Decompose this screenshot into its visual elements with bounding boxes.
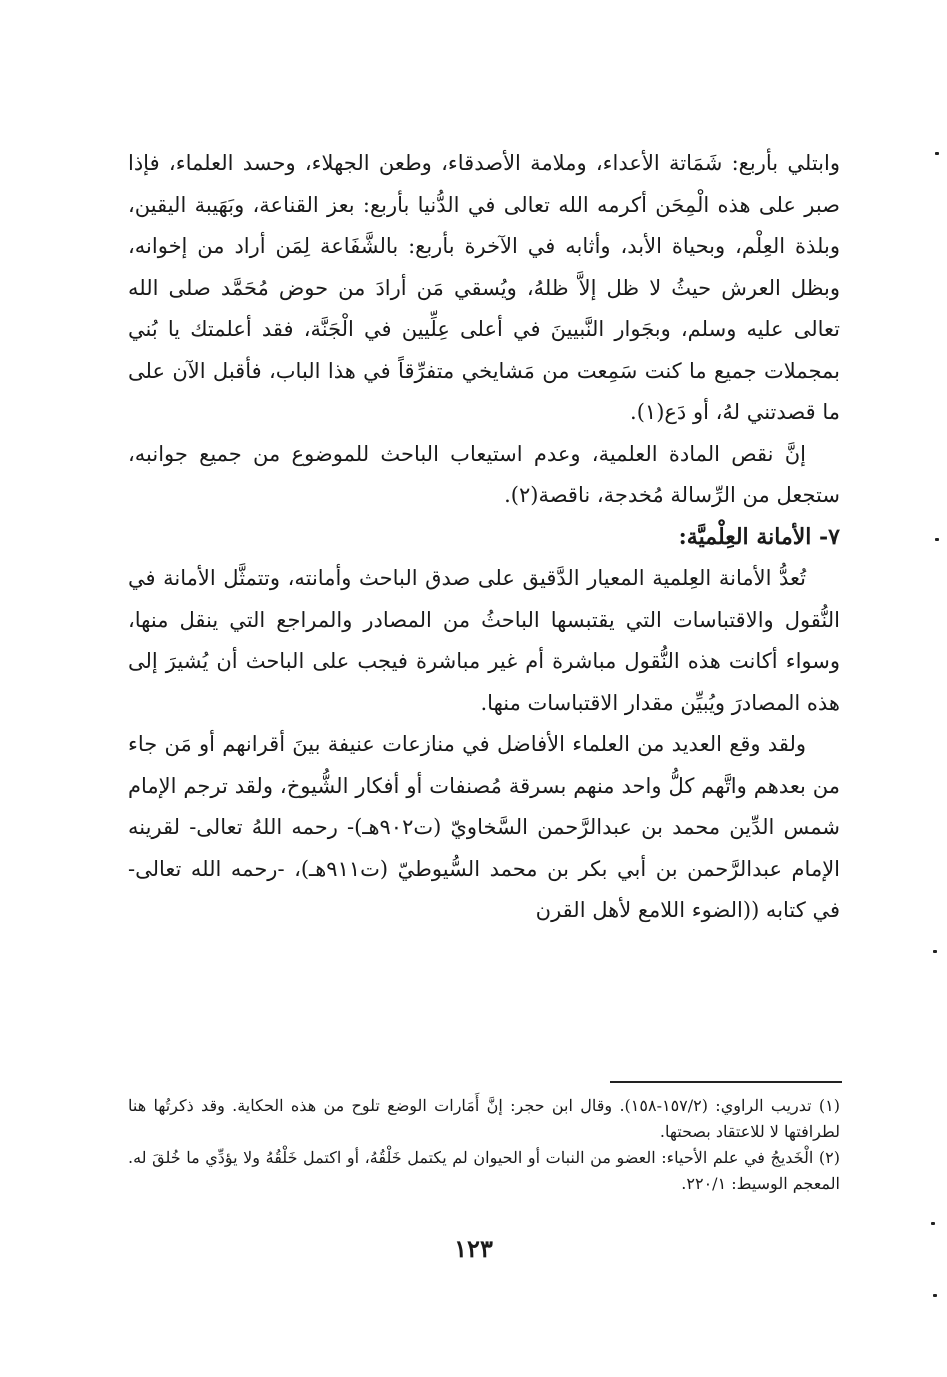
- footnote-1: (١) تدريب الراوي: (١٥٧/٢-١٥٨). وقال ابن حجر: إنَّ أَمَارات الوضع تلوح من هذه الحكاية. وقد ذكرتُها هنا لطرافتها لا للاعتقاد بصحتها.: [128, 1096, 840, 1141]
- paragraph-4: ولقد وقع العديد من العلماء الأفاضل في منازعات عنيفة بينَ أقرانهم أو مَن جاء من بعدهم واتَّهم كلُّ واحد منهم بسرقة مُصنفات أو أفكار الشُّيوخ، ولقد ترجم الإمام شمس الدِّين محمد بن عبدالرَّحمن السَّخاويّ (ت٩٠٢هـ)- رحمه اللهُ تعالى- لقرينه الإمام عبدالرَّحمن بن أبي بكر بن محمد السُّيوطيّ (ت٩١١هـ)، -رحمه الله تعالى- في كتابه ((الضوء اللامع لأهل القرن: [128, 732, 841, 922]
- footnote-2: (٢) الْخَديجُ في علم الأحياء: العضو من النبات أو الحيوان لم يكتمل خَلْقُهُ، أو اكتمل خَلْقُهُ ولا يؤدِّي ما خُلقَ له. المعجم الوسيط: ٢٢٠/١.: [128, 1148, 840, 1193]
- section-heading: ٧- الأمانة العِلْميَّة:: [678, 523, 840, 550]
- paragraph-3: تُعدُّ الأمانة العِلمية المعيار الدَّقيق على صدق الباحث وأمانته، وتتمثَّل الأمانة في النُّقول والاقتباسات التي يقتبسها الباحثُ من المصادر والمراجع التي ينقل منها، وسواء أكانت هذه النُّقول مباشرة أم غير مباشرة فيجب على الباحث أن يُشيرَ إلى هذه المصادرَ ويُبيِّن مقدار الاقتباسات منها.: [128, 566, 840, 715]
- page-number: ١٢٣: [454, 1234, 493, 1263]
- footnotes: [128, 1093, 840, 1197]
- scan-mark: [935, 152, 939, 155]
- scan-mark: [935, 538, 939, 541]
- main-text: [128, 143, 840, 932]
- paragraph-1: وابتلي بأربع: شَمَاتة الأعداء، وملامة الأصدقاء، وطعن الجهلاء، وحسد العلماء، فإذا صبر على هذه الْمِحَن أكرمه الله تعالى في الدُّنيا بأربع: بعز القناعة، وبَهَيبة اليقين، وبلذة العِلْم، وبحياة الأبد، وأثابه في الآخرة بأربع: بالشَّفَاعة لِمَن أراد من إخوانه، وبظل العرش حيثُ لا ظل إلاَّ ظلهُ، ويُسقي مَن أرادَ من حوض مُحَمَّد صلى الله تعالى عليه وسلم، وبجَوار النَّبيينَ في أعلى عِلِّيين في الْجَنَّة، فقد أعلمتك يا بُني بمجملات جميع ما كنت سَمِعت من مَشايخي متفرِّقاً في هذا الباب، فأقبل الآن على ما قصدتني لهُ، أو دَع(١).: [128, 151, 840, 424]
- scan-mark: [933, 950, 937, 953]
- paragraph-2: إنَّ نقص المادة العلمية، وعدم استيعاب الباحث للموضوع من جميع جوانبه، ستجعل من الرِّسالة مُخدجة، ناقصة(٢).: [128, 441, 840, 507]
- scan-mark: [931, 1222, 935, 1225]
- footnote-divider: [610, 1081, 842, 1083]
- scan-mark: [933, 1294, 937, 1297]
